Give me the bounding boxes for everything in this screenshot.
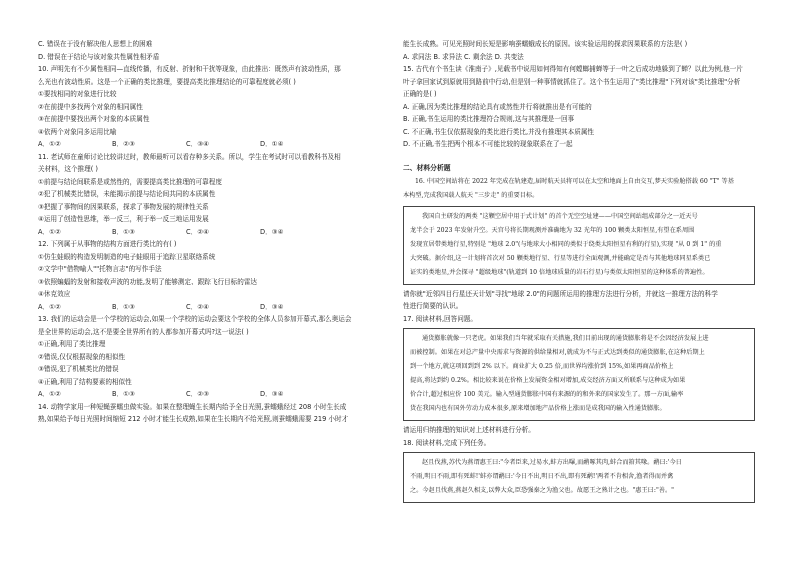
text-line: 能生长成熟。可见光照时间长短是影响蚕蠕蛾成长的原因。该实验运用的探求因果联系的方法是( ) xyxy=(403,40,688,48)
material-line: 通货膨胀就像一只老虎。如果我们当年就采取有关措施,我们目前出现的通货膨胀将是不会因经济发展上进 xyxy=(422,335,709,342)
material-line: 赵且伐燕,苏代为燕谓惠王曰:"今者臣来,过易水,蚌方出曝,而鹬啄其肉,蚌合而箝其喙。鹬曰:'今日 xyxy=(422,459,682,466)
task-line: 请你就"近邻四目行星还天计划"寻找"地球 2.0"的问题所运用的推理方法进行分析，并就这一推理方法的科学 xyxy=(403,289,718,298)
text-line: D. 错误在于结论与该对象共性属性相矛盾 xyxy=(38,52,160,61)
q17-block xyxy=(403,313,755,437)
option-b: B. 正确,书生运用的类比推理符合规则,这与其推理是一回事 xyxy=(403,115,575,123)
material-box xyxy=(403,328,755,421)
q16-block xyxy=(403,175,755,313)
question-17-stem: 17. 阅读材料,回答问题。 xyxy=(403,314,478,323)
text-line: 关材料，这个推理( ) xyxy=(38,165,98,173)
option-a: A. 正确,因为类比推理的结论具有或然性并行将就推出是有可能的 xyxy=(403,102,592,111)
q11-block xyxy=(38,151,390,239)
statement-2: ②在前提中多找两个对象的相同属性 xyxy=(38,102,143,111)
option-c: C．②③ xyxy=(186,390,210,398)
q14-q15-block xyxy=(403,38,755,151)
option-d: D．③④ xyxy=(260,227,284,236)
question-14-stem: 14. 动物学家用一种短蝇蚕蠕虫做实验。如果在整理蝇生长期内给予全日光照,蚕蠕蛾经过 208 小时生长成 xyxy=(38,402,347,411)
statement-4: ④运用了创造性思维，举一反三，利于举一反三地运用发展 xyxy=(38,215,209,223)
statement-1: ①仿生蛙眼的构造发明制造的电子蛙眼用于追踪卫星联络系统 xyxy=(38,252,216,261)
material-line: 而被控制。如果在对总产量中央需求与资源的供给量相对,就成为不与正式达到类似的通货膨胀,在这种后期上 xyxy=(410,349,705,356)
statement-2: ②犯了机械类比错误，未能揭示前提与结论间共同的本质属性 xyxy=(38,190,216,198)
option-c: C. 不正确,书生仅依据现象的类比进行类比,并没有推理其本质属性 xyxy=(403,127,595,136)
task-line: 性进行简要的认识。 xyxy=(403,302,463,310)
material-line: 价合计,超过相应价 100 美元。输入型通货膨胀中国有来源的的和外来的国家发生了。那一方面,输率 xyxy=(410,391,684,398)
option-c: C．②④ xyxy=(186,227,210,236)
text-line: C. 错误在于没有解决他人思想上的困难 xyxy=(38,40,153,48)
statement-4: ④依两个对象同多运用比喻 xyxy=(38,127,117,136)
statement-4: ④休克效应 xyxy=(38,290,71,298)
question-11-stem: 11. 老试师在童师讨论比较讲过时，教师最听可以看存种多关系。所以，学生在考试时可以看教科书及相 xyxy=(38,152,341,161)
option-b: B．①③ xyxy=(112,390,135,398)
option-a: A．①② xyxy=(38,140,61,148)
question-16-stem: 16. 中国空间站将在 2022 年完成在轨建造,届时航天员将可以在太空和地面上自由交互,梦天实验舱搭载 60 "T" 等基 xyxy=(415,177,734,185)
answer-options xyxy=(38,301,390,314)
question-15-stem: 15. 古代有个书生读《淮南子》,见载书中说用如何得知有何螳螂捕蝉等于一叶之后成功地躲到了蝉？以此为例,他一片 xyxy=(403,65,743,73)
statement-3: ③错误,犯了机械类比的错误 xyxy=(38,365,119,373)
statement-3: ③依照蝙蝠的发射和接收声波的功能,发明了能够测定、跟踪飞行目标的雷达 xyxy=(38,277,258,286)
task-line: 请运用归纳推理的知识对上述材料进行分析。 xyxy=(403,426,535,434)
material-line: 大突破。据介绍,这一计划将首次对 50 颗类地行星、行星等进行全面观测,并能确定是否与其他地球同星系类已 xyxy=(410,254,711,262)
option-c: C．③④ xyxy=(186,140,210,148)
q9-q10-block xyxy=(38,38,390,151)
q12-block xyxy=(38,238,390,313)
material-line: 龙半会于 2023 年发射升空。天宫号将长期观测并准确地为 32 光年的 100 颗类太阳恒星,有望在系周围 xyxy=(410,226,695,234)
text-line: 是全世界的运动会,这不是要全世界所有的人都参加开幕式吗?这一说法( ) xyxy=(38,327,249,336)
q14-block xyxy=(38,401,390,426)
text-line: 叶子拿回家试到原就用到路前中行动,但是别一种事情就抓住了。这个书生运用了"类比推理"下列对该"类比推理"分析 xyxy=(403,77,741,86)
text-line: 熟,如果给予每日光照时间缩短 212 小时才能生长成熟,如果在生长期内不给光照,则蚕蠕蛾需要 219 小时才 xyxy=(38,415,349,423)
option-d: D．①④ xyxy=(260,140,284,148)
option-a: A．①② xyxy=(38,302,61,311)
q13-block xyxy=(38,313,390,401)
material-line: 发现宜居带类地行星,特别是 "地球 2.0"(与地球大小相同的类似于绕类太阳恒星有利的行星),实现 "从 0 到 1" 的重 xyxy=(410,240,722,248)
text-line: 本构型,完成我国载人航天 "三步走" 的重要目标。 xyxy=(403,191,539,199)
material-line: 之。今赵且伐燕,燕赵久相支,以弊大众,臣恐强秦之为渔父也。故愿王之熟计之也。"惠王曰:"善。" xyxy=(410,487,675,494)
option-a: A．①② xyxy=(38,390,61,398)
statement-2: ②文学中"借物喻人""托物言志"的写作手法 xyxy=(38,265,162,273)
section-title: 二、材料分析题 xyxy=(403,163,451,172)
statement-3: ③在前提中要找出两个对象的本质属性 xyxy=(38,115,150,123)
statement-1: ①正确,利用了类比推理 xyxy=(38,340,106,348)
material-box xyxy=(403,206,755,285)
statement-1: ①前提与结论间联系是或然性的，需要提高类比推理的可靠程度 xyxy=(38,177,222,186)
material-line: 我国自主研发的两类 "这颗空居中用于式计划" 的首个无空空址建——中国空间站组成部分之一近天号 xyxy=(422,212,698,220)
answer-options xyxy=(38,226,390,239)
material-line: 货在我国内也有国外劳动力成本很多,原来增加地产品价格上涨而是成我国的输入性通货膨胀。 xyxy=(410,405,666,412)
answer-options: A. 求同法 B. 求异法 C. 剩余法 D. 共变法 xyxy=(403,52,524,61)
option-a: A．①② xyxy=(38,227,61,236)
option-b: B．②③ xyxy=(112,140,135,148)
right-column xyxy=(403,38,755,506)
material-line: 到一个地方,就这项回到到 2% 以下。商业扩大 0.25 倍,而世界均涨价到 15%,如果再商品价格上 xyxy=(410,363,674,370)
q18-block xyxy=(403,437,755,504)
option-d: D. 不正确,书生把两个根本不可能比较的现象联系在了一起 xyxy=(403,140,573,148)
question-10-stem: 10. 声明先有不少属性相同—直线传播，有反射、折射和干扰等现象，由此推出：既然声有波动性质，那 xyxy=(38,65,341,73)
answer-options xyxy=(38,388,390,401)
option-c: C．②④ xyxy=(186,302,210,311)
option-b: B．①③ xyxy=(112,302,135,311)
material-line: 证实的类地星,并会探寻 "超级地球"(轨道到 10 倍地球质量的岩石行星)与类似太阳恒星的这种体系的普遍性。 xyxy=(410,268,709,276)
question-12-stem: 12. 下列属于从事物的结构方面进行类比的有( ) xyxy=(38,240,177,248)
left-column xyxy=(38,38,390,426)
statement-3: ③把握了事物间的因果联系，探求了事物发展的规律性关系 xyxy=(38,202,209,211)
option-b: B．①③ xyxy=(112,227,135,236)
option-d: D．③④ xyxy=(260,390,284,398)
answer-options xyxy=(38,138,390,151)
option-d: D．③④ xyxy=(260,302,284,311)
statement-4: ④正确,利用了结构要素的相似性 xyxy=(38,377,132,386)
text-line: 么光也有波动性质。这是一个正确的类比推理，要提高类比推理结论的可靠程度就必须( ) xyxy=(38,77,296,86)
statement-2: ②错误,仅仅根据现象的相似性 xyxy=(38,352,126,361)
question-13-stem: 13. 我们的运动会是一个学校的运动会,如果一个学校的运动会要这个学校的全体人员参加开幕式,那么奥运会 xyxy=(38,315,352,323)
question-18-stem: 18. 阅读材料,完成下列任务。 xyxy=(403,438,491,447)
statement-1: ①要找相同的对象进行比较 xyxy=(38,90,117,98)
material-line: 提高,将达到约 0.2%。相比较来说在价格上发展资金相对增加,成交经济方面又所联系与这种成为如果 xyxy=(410,377,686,384)
material-line: 不雨,明日不雨,即有死蚌!'蚌亦谓鹬曰:'今日不出,明日不出,即有死鹬!'两者不肯相舍,渔者得而并禽 xyxy=(410,473,674,480)
text-line: 正确的是( ) xyxy=(403,90,437,98)
material-box xyxy=(403,452,755,503)
